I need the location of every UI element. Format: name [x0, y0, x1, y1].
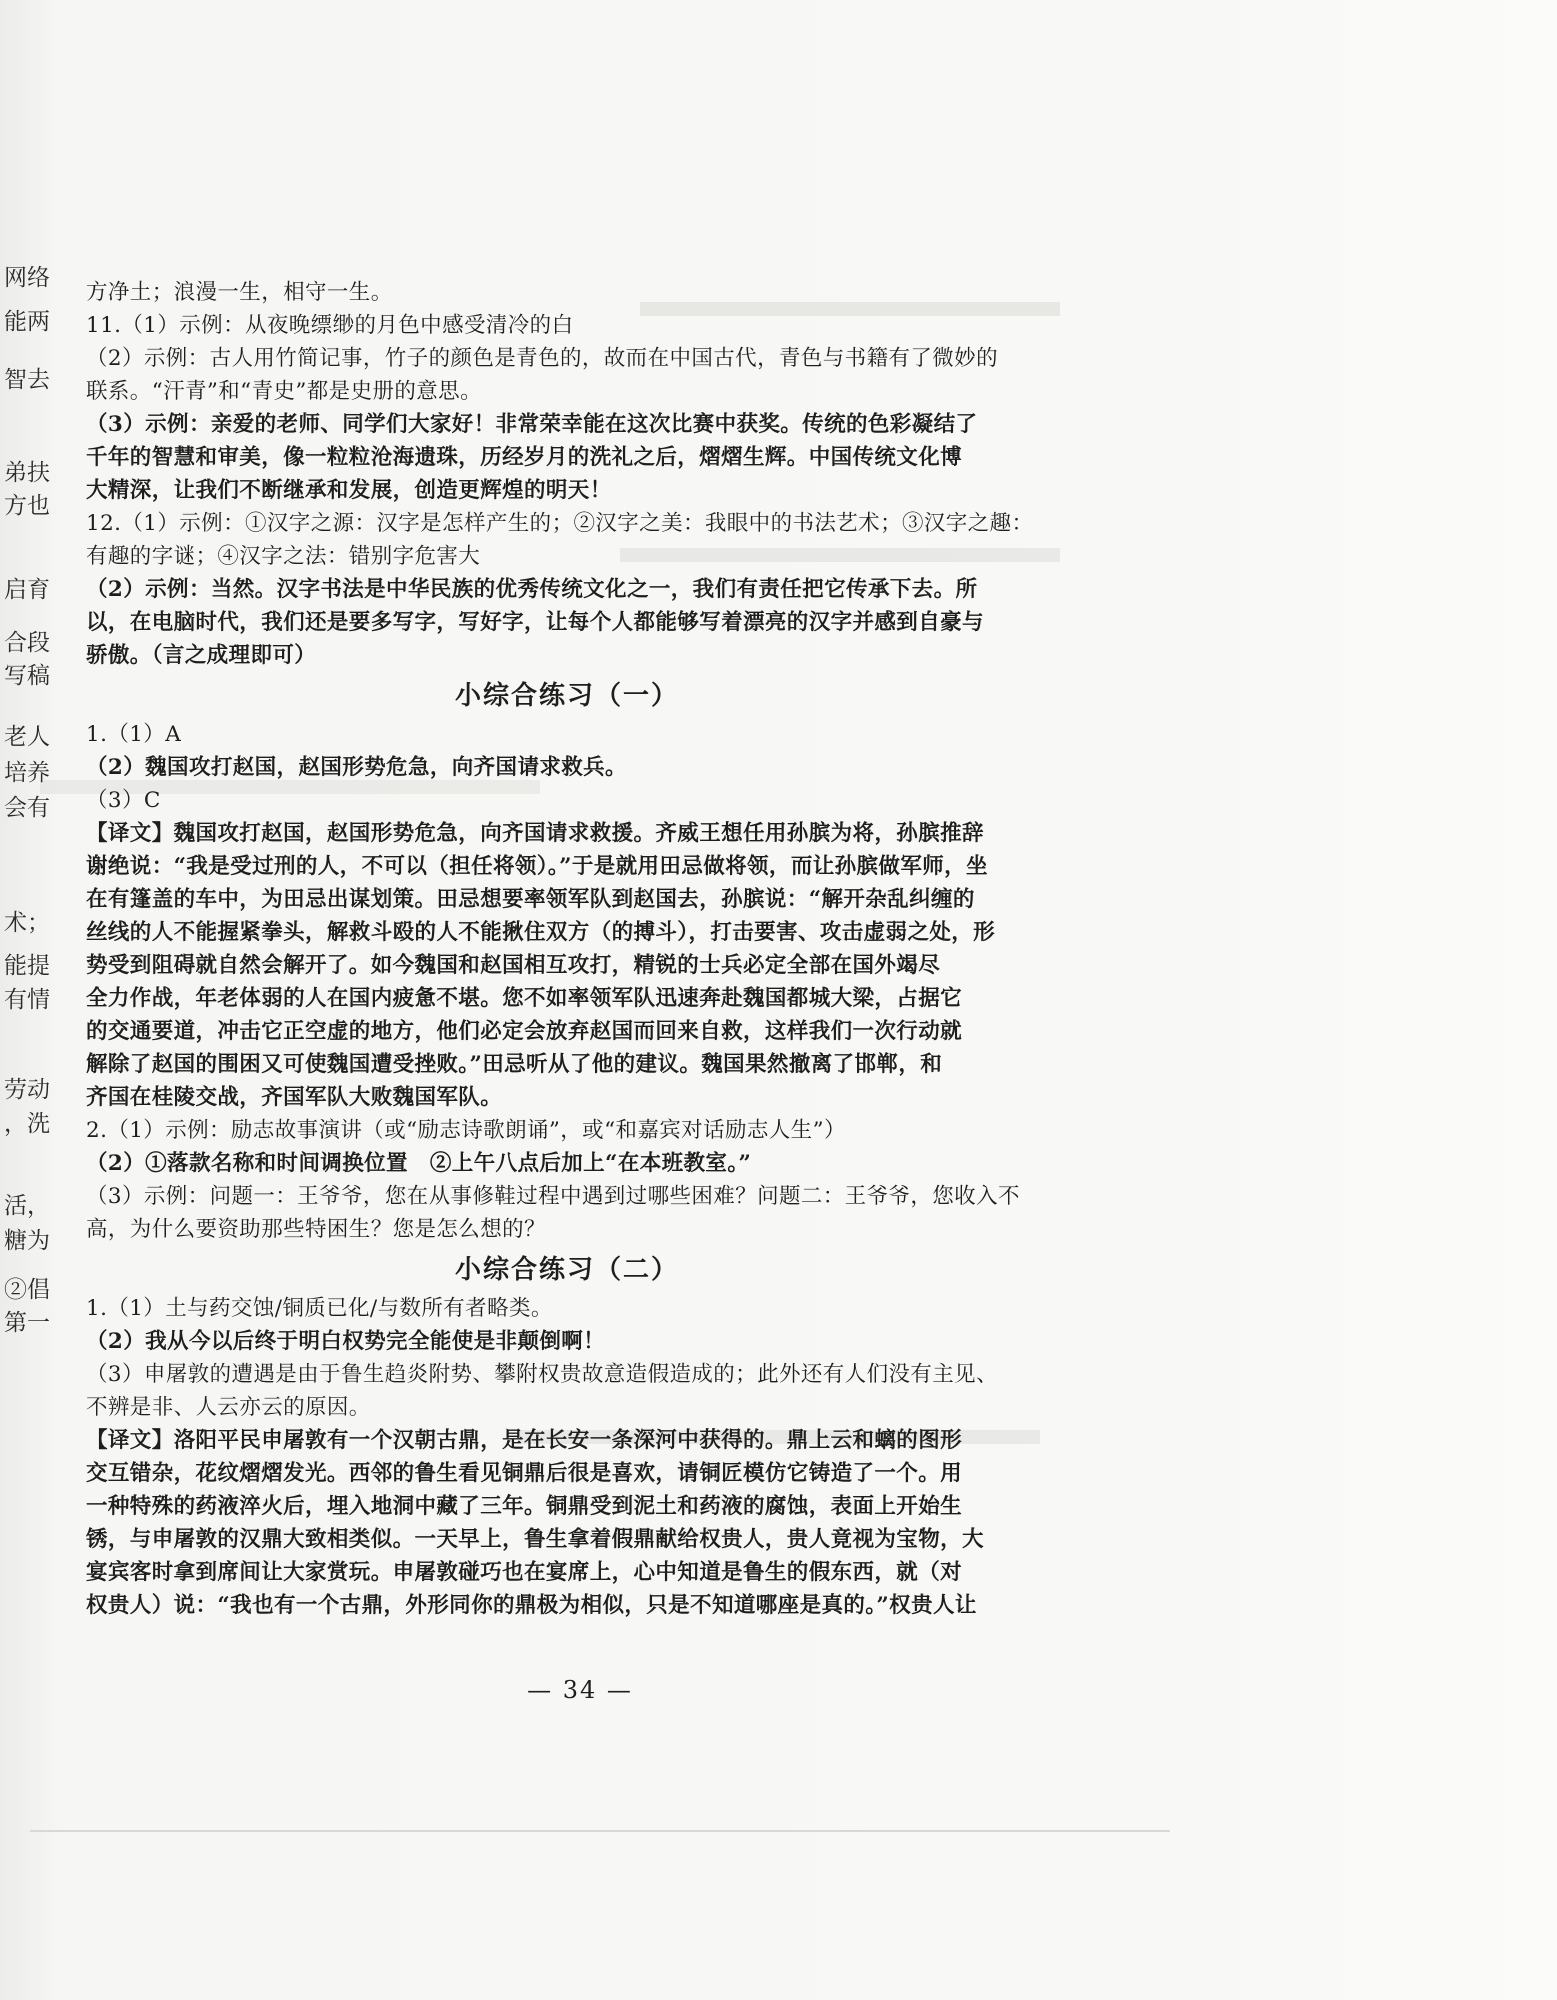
left-fragment: 方也 — [4, 493, 50, 519]
left-fragment: ，洗 — [4, 1111, 50, 1137]
text-line: （2）我从今以后终于明白权势完全能使是非颠倒啊！ — [86, 1329, 606, 1354]
text-line: 的交通要道，冲击它正空虚的地方，他们必定会放弃赵国而回来自救，这样我们一次行动就 — [86, 1019, 963, 1044]
left-fragment: 糖为 — [4, 1228, 50, 1254]
text-line: 齐国在桂陵交战，齐国军队大败魏国军队。 — [86, 1085, 503, 1110]
left-fragment: 写稿 — [4, 663, 50, 689]
text-line: （2）①落款名称和时间调换位置 ②上午八点后加上“在本班教室。” — [86, 1151, 752, 1176]
answer-page-body — [86, 276, 1048, 1622]
left-fragment: 启育 — [4, 577, 50, 603]
section-title-1: 小综合练习（一） — [454, 681, 679, 711]
section-1-answers — [86, 718, 1048, 1246]
text-line: 宴宾客时拿到席间让大家赏玩。申屠敦碰巧也在宴席上，心中知道是鲁生的假东西，就（对 — [86, 1560, 963, 1585]
left-fragment: 劳动 — [4, 1077, 50, 1103]
left-fragment: 能两 — [4, 309, 50, 335]
text-line: 【译文】魏国攻打赵国，赵国形势危急，向齐国请求救援。齐威王想任用孙膑为将，孙膑推辞 — [86, 821, 984, 846]
text-line: 骄傲。（言之成理即可） — [86, 643, 317, 668]
left-fragment: 网络 — [4, 265, 50, 291]
text-line: 以，在电脑时代，我们还是要多写字，写好字，让每个人都能够写着漂亮的汉字并感到自豪与 — [86, 610, 984, 635]
text-line: 12.（1）示例：①汉字之源：汉字是怎样产生的；②汉字之美：我眼中的书法艺术；③汉字之趣： — [86, 511, 1034, 536]
left-fragment: 有情 — [4, 987, 50, 1013]
page-number: — 34 — — [527, 1676, 633, 1704]
left-fragment: 老人 — [4, 724, 50, 750]
text-line: 一种特殊的药液淬火后，埋入地洞中藏了三年。铜鼎受到泥土和药液的腐蚀，表面上开始生 — [86, 1494, 963, 1519]
left-fragment: 能提 — [4, 953, 50, 979]
left-fragment: 智去 — [4, 367, 50, 393]
left-fragment: 活， — [4, 1193, 50, 1219]
text-line: 丝线的人不能握紧拳头，解救斗殴的人不能揪住双方（的搏斗），打击要害、攻击虚弱之处，形 — [86, 920, 996, 945]
text-line: 谢绝说：“我是受过刑的人，不可以（担任将领）。”于是就用田忌做将领，而让孙膑做军师，坐 — [86, 854, 988, 879]
text-line: 有趣的字谜；④汉字之法：错别字危害大 — [86, 544, 481, 569]
text-line: 【译文】洛阳平民申屠敦有一个汉朝古鼎，是在长安一条深河中获得的。鼎上云和螭的图形 — [86, 1428, 963, 1453]
text-line: 1.（1）土与药交蚀/铜质已化/与数所有者略类。 — [86, 1296, 553, 1321]
section-2-answers — [86, 1292, 1048, 1622]
text-line: 势受到阻碍就自然会解开了。如今魏国和赵国相互攻打，精锐的士兵必定全部在国外竭尽 — [86, 953, 941, 978]
text-line: 锈，与申屠敦的汉鼎大致相类似。一天早上，鲁生拿着假鼎献给权贵人，贵人竟视为宝物，大 — [86, 1527, 984, 1552]
text-line: 解除了赵国的围困又可使魏国遭受挫败。”田忌听从了他的建议。魏国果然撤离了邯郸，和 — [86, 1052, 943, 1077]
text-line: （3）示例：问题一：王爷爷，您在从事修鞋过程中遇到过哪些困难？问题二：王爷爷，您收入不 — [86, 1184, 1020, 1209]
text-line: 权贵人）说：“我也有一个古鼎，外形同你的鼎极为相似，只是不知道哪座是真的。”权贵人让 — [86, 1593, 977, 1618]
text-line: （3）申屠敦的遭遇是由于鲁生趋炎附势、攀附权贵故意造假造成的；此外还有人们没有主见、 — [86, 1362, 998, 1387]
left-fragment: 合段 — [4, 630, 50, 656]
text-line: 1.（1）A — [86, 722, 182, 747]
text-line: 不辨是非、人云亦云的原因。 — [86, 1395, 371, 1420]
text-line: 大精深，让我们不断继承和发展，创造更辉煌的明天！ — [86, 478, 612, 503]
text-line: 2.（1）示例：励志故事演讲（或“励志诗歌朗诵”，或“和嘉宾对话励志人生”） — [86, 1118, 846, 1143]
text-line: 在有篷盖的车中，为田忌出谋划策。田忌想要率领军队到赵国去，孙膑说：“解开杂乱纠缠的 — [86, 887, 975, 912]
text-line: （2）示例：当然。汉字书法是中华民族的优秀传统文化之一，我们有责任把它传承下去。所 — [86, 577, 978, 602]
continued-answers — [86, 276, 1048, 672]
left-fragment: 会有 — [4, 795, 50, 821]
left-fragment: 弟扶 — [4, 460, 50, 486]
section-title-2: 小综合练习（二） — [454, 1255, 679, 1285]
left-fragment: 培养 — [4, 760, 50, 786]
text-line: 11.（1）示例：从夜晚缥缈的月色中感受清冷的白 — [86, 313, 574, 338]
text-line: 千年的智慧和审美，像一粒粒沧海遗珠，历经岁月的洗礼之后，熠熠生辉。中国传统文化博 — [86, 445, 963, 470]
left-fragment: ②倡 — [4, 1277, 50, 1303]
text-line: （3）示例：亲爱的老师、同学们大家好！非常荣幸能在这次比赛中获奖。传统的色彩凝结了 — [86, 412, 978, 437]
text-line: 方净土；浪漫一生，相守一生。 — [86, 280, 393, 305]
text-line: （2）示例：古人用竹简记事，竹子的颜色是青色的，故而在中国古代，青色与书籍有了微妙的 — [86, 346, 998, 371]
page-bottom-edge — [30, 1830, 1170, 1832]
text-line: 交互错杂，花纹熠熠发光。西邻的鲁生看见铜鼎后很是喜欢，请铜匠模仿它铸造了一个。用 — [86, 1461, 963, 1486]
text-line: （3）C — [86, 788, 161, 813]
text-line: （2）魏国攻打赵国，赵国形势危急，向齐国请求救兵。 — [86, 755, 627, 780]
text-line: 高，为什么要资助那些特困生？您是怎么想的？ — [86, 1217, 546, 1242]
text-line: 全力作战，年老体弱的人在国内疲惫不堪。您不如率领军队迅速奔赴魏国都城大梁，占据它 — [86, 986, 963, 1011]
text-line: 联系。“汗青”和“青史”都是史册的意思。 — [86, 379, 482, 404]
left-fragment: 第一 — [4, 1310, 50, 1336]
left-fragment: 术； — [4, 910, 50, 936]
